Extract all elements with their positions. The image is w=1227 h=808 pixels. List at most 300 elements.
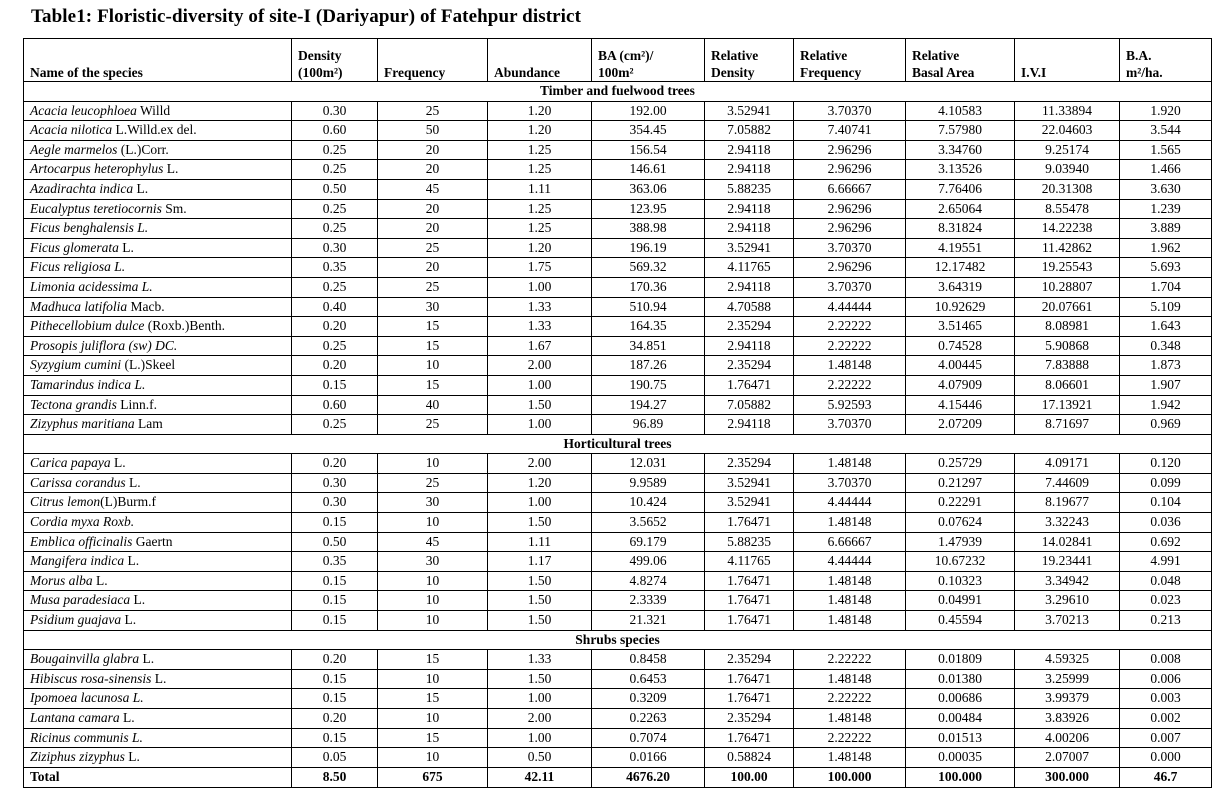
table-cell: 1.00	[488, 493, 592, 513]
table-cell: 0.35	[292, 552, 378, 572]
table-row	[24, 121, 1212, 141]
table-cell: 170.36	[592, 277, 705, 297]
table-cell: 30	[378, 493, 488, 513]
table-cell: 0.21297	[906, 473, 1015, 493]
table-cell: 8.71697	[1015, 415, 1120, 435]
table-cell: 1.76471	[705, 669, 794, 689]
table-row	[24, 454, 1212, 474]
table-cell: 7.83888	[1015, 356, 1120, 376]
table-cell: 34.851	[592, 336, 705, 356]
table-cell: 2.65064	[906, 199, 1015, 219]
table-cell: 3.34942	[1015, 571, 1120, 591]
table-cell: 0.60	[292, 121, 378, 141]
table-cell: 1.47939	[906, 532, 1015, 552]
table-cell: 2.35294	[705, 356, 794, 376]
total-cell: 100.000	[906, 767, 1015, 787]
table-cell: 0.15	[292, 513, 378, 533]
table-cell: 1.25	[488, 140, 592, 160]
table-cell: 1.920	[1120, 101, 1212, 121]
table-cell: 40	[378, 395, 488, 415]
table-cell: 2.96296	[794, 160, 906, 180]
table-row	[24, 375, 1212, 395]
species-name-italic: Syzygium cumini	[30, 357, 122, 373]
table-cell: 4.00206	[1015, 728, 1120, 748]
table-cell: 10	[378, 709, 488, 729]
table-row	[24, 140, 1212, 160]
table-cell: 0.25	[292, 199, 378, 219]
table-cell: 2.94118	[705, 199, 794, 219]
table-cell: 4.10583	[906, 101, 1015, 121]
table-row	[24, 493, 1212, 513]
table-cell: 0.25	[292, 277, 378, 297]
table-row	[24, 395, 1212, 415]
table-cell: 1.67	[488, 336, 592, 356]
species-name	[24, 552, 292, 572]
table-cell: 1.50	[488, 591, 592, 611]
species-name	[24, 160, 292, 180]
species-name-italic: Morus alba	[30, 572, 93, 588]
header-relative-density: Relative Density	[705, 39, 794, 82]
table-cell: 0.01809	[906, 650, 1015, 670]
species-name-italic: Acacia nilotica	[30, 122, 113, 138]
table-cell: 164.35	[592, 317, 705, 337]
table-cell: 2.22222	[794, 689, 906, 709]
table-cell: 12.17482	[906, 258, 1015, 278]
table-row	[24, 297, 1212, 317]
species-name-authority: L.	[163, 161, 179, 177]
table-cell: 4.09171	[1015, 454, 1120, 474]
table-cell: 0.20	[292, 650, 378, 670]
table-cell: 15	[378, 650, 488, 670]
table-row	[24, 199, 1212, 219]
table-cell: 2.22222	[794, 336, 906, 356]
species-name	[24, 140, 292, 160]
table-row	[24, 513, 1212, 533]
header-ivi: I.V.I	[1015, 39, 1120, 82]
table-cell: 1.75	[488, 258, 592, 278]
table-cell: 1.17	[488, 552, 592, 572]
table-cell: 1.33	[488, 317, 592, 337]
species-name-authority: Sm.	[161, 200, 187, 216]
species-name-authority: L.	[124, 553, 140, 569]
table-row	[24, 689, 1212, 709]
table-cell: 3.70370	[794, 473, 906, 493]
table-cell: 7.76406	[906, 179, 1015, 199]
species-name-italic: Madhuca latifolia	[30, 298, 128, 314]
table-cell: 3.52941	[705, 473, 794, 493]
table-cell: 25	[378, 473, 488, 493]
table-row	[24, 748, 1212, 768]
table-cell: 0.25	[292, 160, 378, 180]
table-cell: 0.30	[292, 473, 378, 493]
table-cell: 5.693	[1120, 258, 1212, 278]
total-cell: 675	[378, 767, 488, 787]
table-cell: 4.19551	[906, 238, 1015, 258]
table-cell: 0.04991	[906, 591, 1015, 611]
table-cell: 0.00686	[906, 689, 1015, 709]
species-name	[24, 473, 292, 493]
species-name-authority: (L.)Skeel	[121, 357, 176, 373]
table-cell: 0.30	[292, 238, 378, 258]
table-cell: 0.15	[292, 728, 378, 748]
species-name-authority: L.	[110, 455, 126, 471]
table-cell: 10.424	[592, 493, 705, 513]
table-cell: 3.34760	[906, 140, 1015, 160]
table-cell: 1.704	[1120, 277, 1212, 297]
table-cell: 2.22222	[794, 375, 906, 395]
table-row	[24, 728, 1212, 748]
table-cell: 14.02841	[1015, 532, 1120, 552]
table-cell: 0.15	[292, 571, 378, 591]
table-cell: 0.15	[292, 689, 378, 709]
table-cell: 3.70370	[794, 277, 906, 297]
species-name-italic: Carica papaya	[30, 455, 111, 471]
table-cell: 0.01513	[906, 728, 1015, 748]
species-name-italic: Prosopis juliflora (sw) DC.	[30, 337, 178, 353]
species-name-authority: Macb.	[127, 298, 165, 314]
species-name	[24, 101, 292, 121]
table-cell: 388.98	[592, 219, 705, 239]
species-name	[24, 121, 292, 141]
table-cell: 2.94118	[705, 415, 794, 435]
header-density: Density (100m²)	[292, 39, 378, 82]
table-cell: 0.40	[292, 297, 378, 317]
table-cell: 6.66667	[794, 532, 906, 552]
header-relative-frequency: Relative Frequency	[794, 39, 906, 82]
species-name-italic: Cordia myxa Roxb.	[30, 514, 135, 530]
table-cell: 0.3209	[592, 689, 705, 709]
table-cell: 10	[378, 591, 488, 611]
table-cell: 4.59325	[1015, 650, 1120, 670]
table-cell: 1.48148	[794, 669, 906, 689]
table-cell: 0.50	[488, 748, 592, 768]
table-cell: 0.20	[292, 709, 378, 729]
table-cell: 4.15446	[906, 395, 1015, 415]
table-cell: 2.96296	[794, 199, 906, 219]
species-name-italic: Artocarpus heterophylus	[30, 161, 164, 177]
table-cell: 0.00484	[906, 709, 1015, 729]
table-cell: 0.023	[1120, 591, 1212, 611]
table-cell: 1.48148	[794, 571, 906, 591]
table-cell: 45	[378, 532, 488, 552]
total-cell: 46.7	[1120, 767, 1212, 787]
species-name	[24, 591, 292, 611]
table-cell: 1.50	[488, 669, 592, 689]
table-cell: 20	[378, 160, 488, 180]
table-cell: 7.05882	[705, 395, 794, 415]
species-name	[24, 277, 292, 297]
species-name	[24, 513, 292, 533]
table-cell: 0.25	[292, 219, 378, 239]
species-name-authority: L.	[92, 572, 108, 588]
table-cell: 1.48148	[794, 709, 906, 729]
species-name-authority: L.	[139, 651, 155, 667]
table-cell: 2.96296	[794, 219, 906, 239]
species-name-italic: Ipomoea lacunosa L.	[30, 690, 144, 706]
species-name	[24, 199, 292, 219]
table-row	[24, 591, 1212, 611]
species-name	[24, 709, 292, 729]
table-cell: 4.07909	[906, 375, 1015, 395]
table-cell: 0.8458	[592, 650, 705, 670]
table-cell: 15	[378, 375, 488, 395]
species-name-italic: Ficus benghalensis L.	[30, 220, 149, 236]
floristic-diversity-table	[23, 38, 1212, 788]
table-cell: 3.29610	[1015, 591, 1120, 611]
table-cell: 10.92629	[906, 297, 1015, 317]
table-cell: 2.94118	[705, 140, 794, 160]
species-name	[24, 650, 292, 670]
species-name-authority: L.	[151, 670, 167, 686]
species-name-italic: Tamarindus indica L.	[30, 376, 146, 392]
table-cell: 2.3339	[592, 591, 705, 611]
table-cell: 1.20	[488, 238, 592, 258]
table-cell: 0.348	[1120, 336, 1212, 356]
table-cell: 0.10323	[906, 571, 1015, 591]
table-cell: 15	[378, 336, 488, 356]
table-cell: 3.70370	[794, 101, 906, 121]
species-name-authority: L.	[124, 749, 140, 765]
species-name	[24, 415, 292, 435]
table-cell: 2.00	[488, 356, 592, 376]
table-cell: 0.2263	[592, 709, 705, 729]
table-cell: 1.11	[488, 179, 592, 199]
species-name-authority: (Roxb.)Benth.	[144, 318, 225, 334]
species-name-italic: Zizyphus maritiana	[30, 416, 135, 432]
table-cell: 3.70213	[1015, 611, 1120, 631]
table-cell: 1.76471	[705, 728, 794, 748]
species-name	[24, 297, 292, 317]
species-name-authority: Lam	[134, 416, 163, 432]
table-cell: 19.23441	[1015, 552, 1120, 572]
table-cell: 0.006	[1120, 669, 1212, 689]
species-name-authority: Linn.f.	[116, 396, 158, 412]
table-cell: 15	[378, 317, 488, 337]
table-cell: 0.15	[292, 375, 378, 395]
table-cell: 0.969	[1120, 415, 1212, 435]
table-cell: 96.89	[592, 415, 705, 435]
table-cell: 8.06601	[1015, 375, 1120, 395]
table-cell: 8.55478	[1015, 199, 1120, 219]
table-cell: 1.50	[488, 395, 592, 415]
table-cell: 10	[378, 513, 488, 533]
table-cell: 1.00	[488, 728, 592, 748]
table-cell: 25	[378, 101, 488, 121]
table-cell: 2.96296	[794, 258, 906, 278]
table-cell: 192.00	[592, 101, 705, 121]
table-row	[24, 709, 1212, 729]
table-cell: 4.44444	[794, 297, 906, 317]
table-cell: 156.54	[592, 140, 705, 160]
table-cell: 4.11765	[705, 258, 794, 278]
table-row	[24, 356, 1212, 376]
header-basal-area: BA (cm²)/ 100m²	[592, 39, 705, 82]
table-cell: 7.40741	[794, 121, 906, 141]
species-name-authority: L.	[119, 710, 135, 725]
table-cell: 1.00	[488, 415, 592, 435]
table-cell: 0.30	[292, 493, 378, 513]
species-name	[24, 532, 292, 552]
species-name-italic: Carissa corandus	[30, 474, 126, 490]
table-cell: 0.213	[1120, 611, 1212, 631]
table-cell: 19.25543	[1015, 258, 1120, 278]
table-cell: 4.44444	[794, 552, 906, 572]
species-name	[24, 395, 292, 415]
table-cell: 5.109	[1120, 297, 1212, 317]
table-cell: 0.22291	[906, 493, 1015, 513]
table-cell: 11.42862	[1015, 238, 1120, 258]
table-cell: 20.31308	[1015, 179, 1120, 199]
total-cell: 300.000	[1015, 767, 1120, 787]
table-cell: 9.03940	[1015, 160, 1120, 180]
table-cell: 0.036	[1120, 513, 1212, 533]
table-cell: 69.179	[592, 532, 705, 552]
table-cell: 1.76471	[705, 375, 794, 395]
table-cell: 30	[378, 297, 488, 317]
table-cell: 0.15	[292, 669, 378, 689]
section-title: Shrubs species	[24, 630, 1212, 650]
table-cell: 4.8274	[592, 571, 705, 591]
species-name	[24, 238, 292, 258]
table-row	[24, 650, 1212, 670]
table-cell: 2.35294	[705, 650, 794, 670]
table-cell: 0.50	[292, 179, 378, 199]
table-row	[24, 317, 1212, 337]
table-cell: 4.991	[1120, 552, 1212, 572]
species-name-italic: Ficus glomerata	[30, 239, 119, 255]
species-name-italic: Hibiscus rosa-sinensis	[30, 670, 152, 686]
section-title: Timber and fuelwood trees	[24, 82, 1212, 102]
table-cell: 25	[378, 238, 488, 258]
table-cell: 1.643	[1120, 317, 1212, 337]
header-ba-per-ha: B.A. m²/ha.	[1120, 39, 1212, 82]
total-cell: 8.50	[292, 767, 378, 787]
table-cell: 2.00	[488, 709, 592, 729]
species-name	[24, 454, 292, 474]
table-cell: 3.52941	[705, 238, 794, 258]
table-cell: 1.942	[1120, 395, 1212, 415]
table-cell: 4.44444	[794, 493, 906, 513]
table-cell: 3.630	[1120, 179, 1212, 199]
table-cell: 25	[378, 277, 488, 297]
species-name-authority: L.	[121, 612, 137, 628]
table-cell: 0.099	[1120, 473, 1212, 493]
section-row	[24, 434, 1212, 454]
species-name-italic: Psidium guajava	[30, 612, 122, 628]
table-cell: 3.889	[1120, 219, 1212, 239]
table-cell: 25	[378, 415, 488, 435]
section-title: Horticultural trees	[24, 434, 1212, 454]
table-cell: 1.00	[488, 375, 592, 395]
table-cell: 187.26	[592, 356, 705, 376]
table-cell: 0.20	[292, 356, 378, 376]
table-cell: 1.00	[488, 277, 592, 297]
table-cell: 0.25	[292, 336, 378, 356]
table-cell: 1.76471	[705, 513, 794, 533]
species-name-italic: Ricinus communis L.	[30, 729, 143, 745]
table-cell: 20	[378, 140, 488, 160]
table-row	[24, 160, 1212, 180]
table-row	[24, 571, 1212, 591]
table-cell: 1.20	[488, 101, 592, 121]
table-cell: 354.45	[592, 121, 705, 141]
table-cell: 1.33	[488, 650, 592, 670]
table-cell: 22.04603	[1015, 121, 1120, 141]
species-name-italic: Limonia acidessima L.	[30, 278, 153, 294]
table-row	[24, 611, 1212, 631]
species-name-italic: Eucalyptus teretiocornis	[30, 200, 162, 216]
table-cell: 0.000	[1120, 748, 1212, 768]
table-cell: 30	[378, 552, 488, 572]
species-name-italic: Citrus lemon	[30, 494, 101, 510]
table-cell: 2.94118	[705, 336, 794, 356]
table-cell: 1.76471	[705, 611, 794, 631]
table-cell: 3.5652	[592, 513, 705, 533]
species-name	[24, 317, 292, 337]
total-cell: 100.00	[705, 767, 794, 787]
table-cell: 4.11765	[705, 552, 794, 572]
table-cell: 10	[378, 748, 488, 768]
species-name-italic: Musa paradesiaca	[30, 592, 131, 608]
table-cell: 1.48148	[794, 454, 906, 474]
table-cell: 2.35294	[705, 709, 794, 729]
table-cell: 2.22222	[794, 317, 906, 337]
table-cell: 4.00445	[906, 356, 1015, 376]
table-cell: 1.50	[488, 513, 592, 533]
species-name-italic: Pithecellobium dulce	[30, 318, 145, 334]
table-cell: 15	[378, 728, 488, 748]
table-cell: 1.48148	[794, 513, 906, 533]
table-cell: 0.20	[292, 317, 378, 337]
species-name	[24, 611, 292, 631]
table-row	[24, 101, 1212, 121]
table-cell: 499.06	[592, 552, 705, 572]
table-cell: 0.74528	[906, 336, 1015, 356]
table-cell: 1.907	[1120, 375, 1212, 395]
table-cell: 0.50	[292, 532, 378, 552]
table-cell: 0.15	[292, 611, 378, 631]
species-name-italic: Ziziphus zizyphus	[30, 749, 125, 765]
table-cell: 14.22238	[1015, 219, 1120, 239]
table-cell: 5.92593	[794, 395, 906, 415]
table-cell: 1.00	[488, 689, 592, 709]
total-cell: 4676.20	[592, 767, 705, 787]
table-cell: 0.01380	[906, 669, 1015, 689]
table-cell: 20	[378, 258, 488, 278]
table-cell: 0.048	[1120, 571, 1212, 591]
table-cell: 10.28807	[1015, 277, 1120, 297]
table-cell: 0.25	[292, 415, 378, 435]
table-cell: 0.60	[292, 395, 378, 415]
species-name	[24, 336, 292, 356]
total-cell: 42.11	[488, 767, 592, 787]
table-cell: 1.50	[488, 611, 592, 631]
table-cell: 7.05882	[705, 121, 794, 141]
table-cell: 10.67232	[906, 552, 1015, 572]
table-cell: 2.07209	[906, 415, 1015, 435]
table-cell: 3.70370	[794, 415, 906, 435]
table-cell: 15	[378, 689, 488, 709]
table-cell: 1.25	[488, 199, 592, 219]
table-cell: 8.31824	[906, 219, 1015, 239]
table-cell: 7.44609	[1015, 473, 1120, 493]
table-cell: 190.75	[592, 375, 705, 395]
table-cell: 12.031	[592, 454, 705, 474]
species-name	[24, 571, 292, 591]
table-body	[24, 82, 1212, 788]
table-cell: 2.35294	[705, 454, 794, 474]
table-cell: 3.544	[1120, 121, 1212, 141]
